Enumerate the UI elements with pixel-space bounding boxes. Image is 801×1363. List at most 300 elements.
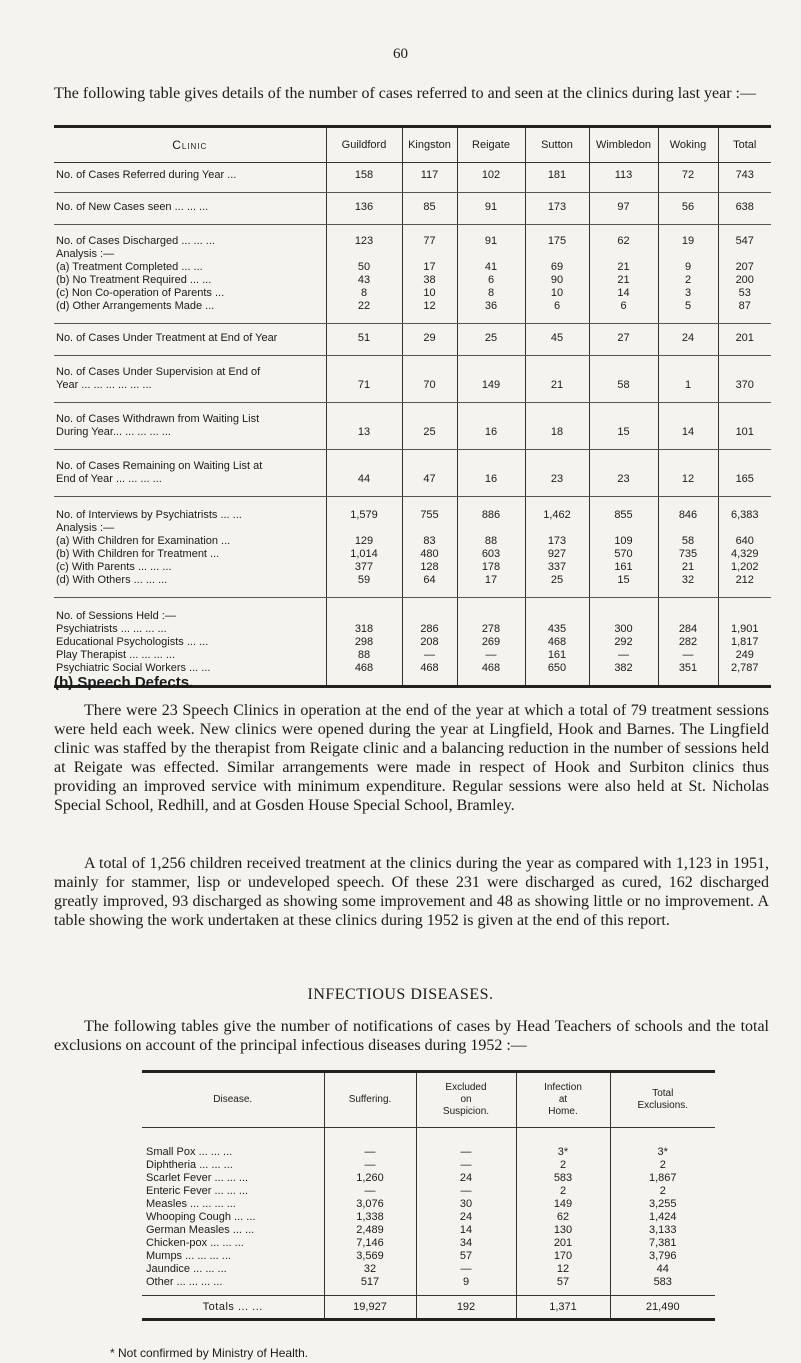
table-cell: 583 — [610, 1276, 715, 1289]
spacer-cell — [610, 1128, 715, 1147]
disease-label: Jaundice ... ... ... — [146, 1263, 227, 1275]
row-label: Analysis :— — [56, 522, 115, 534]
disease-label: Measles ... ... ... ... — [146, 1198, 236, 1210]
totals-cell: 1,371 — [516, 1296, 610, 1320]
table-cell — [589, 522, 658, 535]
column-header: Infection at Home. — [516, 1072, 610, 1128]
table-cell: 149 — [457, 356, 525, 403]
table-cell: 15 — [589, 574, 658, 598]
table-cell: 97 — [589, 193, 658, 225]
row-label: (d) Other Arrangements Made ... — [54, 300, 326, 324]
table-cell: 25 — [525, 574, 589, 598]
table-cell: 30 — [416, 1198, 516, 1211]
table-row — [54, 163, 771, 193]
table-cell: 19 — [658, 225, 718, 249]
table-cell: 6,383 — [718, 497, 771, 523]
table-cell: 102 — [457, 163, 525, 193]
table-cell: 278 — [457, 623, 525, 636]
table-cell: 117 — [402, 163, 457, 193]
table-cell: — — [416, 1159, 516, 1172]
table-row — [54, 497, 771, 523]
table-cell: 85 — [402, 193, 457, 225]
table-cell: 8 — [457, 287, 525, 300]
table-cell: 10 — [525, 287, 589, 300]
disease-label: Other ... ... ... ... — [146, 1276, 223, 1288]
table-cell: 170 — [516, 1250, 610, 1263]
table-cell: 87 — [718, 300, 771, 324]
table-cell: 3,076 — [324, 1198, 416, 1211]
table-cell: 7,381 — [610, 1237, 715, 1250]
table-cell: 24 — [416, 1211, 516, 1224]
table-cell: 480 — [402, 548, 457, 561]
table-cell: 53 — [718, 287, 771, 300]
totals-row — [142, 1296, 715, 1320]
table-cell: 1,462 — [525, 497, 589, 523]
table-cell: 113 — [589, 163, 658, 193]
disease-label: Small Pox ... ... ... — [146, 1146, 233, 1158]
table-row — [54, 324, 771, 356]
table-cell: 83 — [402, 535, 457, 548]
table-cell: 50 — [326, 261, 402, 274]
table-cell: 1,338 — [324, 1211, 416, 1224]
table-cell: 1,867 — [610, 1172, 715, 1185]
row-label: (d) With Others ... ... ... — [54, 574, 326, 598]
table-cell: 212 — [718, 574, 771, 598]
table-cell: 300 — [589, 623, 658, 636]
table-cell: 6 — [589, 300, 658, 324]
table-cell: 88 — [326, 649, 402, 662]
table-cell: 6 — [525, 300, 589, 324]
table-cell: 70 — [402, 356, 457, 403]
row-label: No. of Cases Referred during Year ... — [54, 163, 326, 193]
table-cell: 12 — [516, 1263, 610, 1276]
totals-cell: 21,490 — [610, 1296, 715, 1320]
table-cell: 370 — [718, 356, 771, 403]
column-header: Total — [718, 127, 771, 163]
spacer-cell — [416, 1128, 516, 1147]
table-cell: 21 — [525, 356, 589, 403]
table-row — [54, 193, 771, 225]
table-cell: 136 — [326, 193, 402, 225]
table-cell: 377 — [326, 561, 402, 574]
row-label: No. of Interviews by Psychiatrists ... ... — [56, 509, 242, 521]
table-cell: 13 — [326, 403, 402, 450]
table-cell: 130 — [516, 1224, 610, 1237]
row-label: (a) With Children for Examination ... — [56, 535, 231, 547]
table-row — [54, 225, 771, 249]
table-cell: 9 — [658, 261, 718, 274]
speech-paragraph-1: There were 23 Speech Clinics in operation at the end of the year at which a total of 79 treatment sessions were held each week. New clinics were opened during the year at Lingfield, Hook and Barnes. The Lingfield clinic was staffed by the therapist from Reigate clinic and a balancing reduction in the number of sessions held at Reigate was effected. Similar arrangements were made in respect of Hook and Surbiton clinics thus providing an improved service with minimum expenditure. Regular sessions were also held at St. Nicholas Special School, Redhill, and at Gosden House Special School, Bramley. — [54, 702, 769, 814]
table-cell: 90 — [525, 274, 589, 287]
table-cell: 208 — [402, 636, 457, 649]
table-cell: 1,260 — [324, 1172, 416, 1185]
table-cell — [658, 248, 718, 261]
disease-label: Diphtheria ... ... ... — [146, 1159, 233, 1171]
row-label: No. of Cases Under Supervision at End of Year ... ... ... ... ... ... — [54, 356, 326, 403]
row-label: (b) No Treatment Required ... ... — [56, 274, 212, 286]
table-cell: 7,146 — [324, 1237, 416, 1250]
table-cell — [402, 522, 457, 535]
table-cell: 1,014 — [326, 548, 402, 561]
table-cell: 21 — [589, 261, 658, 274]
column-header: Woking — [658, 127, 718, 163]
table-cell: 2 — [610, 1159, 715, 1172]
table-cell: 25 — [457, 324, 525, 356]
intro-text: The following table gives details of the number of cases referred to and seen at the clinics during last year :— — [54, 85, 756, 102]
table-row — [54, 574, 771, 598]
table-cell: 69 — [525, 261, 589, 274]
spacer-cell — [516, 1128, 610, 1147]
table-cell — [525, 522, 589, 535]
table-cell: 149 — [516, 1198, 610, 1211]
totals-cell: 192 — [416, 1296, 516, 1320]
table-cell: 91 — [457, 225, 525, 249]
table-row — [54, 274, 771, 287]
table-cell: 41 — [457, 261, 525, 274]
table-cell: 173 — [525, 193, 589, 225]
table-cell: 51 — [326, 324, 402, 356]
table-cell: 38 — [402, 274, 457, 287]
disease-label: Enteric Fever ... ... ... — [146, 1185, 249, 1197]
table-cell: 23 — [589, 450, 658, 497]
table-row — [54, 287, 771, 300]
disease-label: Scarlet Fever ... ... ... — [146, 1172, 249, 1184]
table-cell — [718, 248, 771, 261]
table-cell: 57 — [516, 1276, 610, 1289]
table-cell: 101 — [718, 403, 771, 450]
row-label: (c) Non Co-operation of Parents ... — [56, 287, 225, 299]
table-cell: 570 — [589, 548, 658, 561]
table-cell: 34 — [416, 1237, 516, 1250]
table-cell — [525, 248, 589, 261]
table-cell — [589, 598, 658, 624]
table-cell: 91 — [457, 193, 525, 225]
table-cell: 249 — [718, 649, 771, 662]
row-label: No. of Cases Discharged ... ... ... — [56, 235, 215, 247]
table-cell: 3,796 — [610, 1250, 715, 1263]
table-cell: 9 — [416, 1276, 516, 1289]
table-cell: 22 — [326, 300, 402, 324]
column-header: Total Exclusions. — [610, 1072, 715, 1128]
table-cell: 4,329 — [718, 548, 771, 561]
table-cell: 292 — [589, 636, 658, 649]
table-cell: 337 — [525, 561, 589, 574]
table-cell: 62 — [589, 225, 658, 249]
table-cell: 161 — [525, 649, 589, 662]
table-row — [54, 450, 771, 497]
table-row — [54, 561, 771, 574]
table-cell: 650 — [525, 662, 589, 687]
table-cell: 3 — [658, 287, 718, 300]
table-cell: 1,579 — [326, 497, 402, 523]
table-row — [54, 636, 771, 649]
table-row — [142, 1211, 715, 1224]
table-cell: 201 — [718, 324, 771, 356]
table-cell: 44 — [610, 1263, 715, 1276]
table-cell: 583 — [516, 1172, 610, 1185]
table-cell: 43 — [326, 274, 402, 287]
table-cell — [457, 522, 525, 535]
table-cell: 547 — [718, 225, 771, 249]
table-cell — [589, 248, 658, 261]
table-cell: 468 — [525, 636, 589, 649]
column-header: Kingston — [402, 127, 457, 163]
table-cell: 17 — [402, 261, 457, 274]
table-cell: — — [324, 1146, 416, 1159]
table-cell: 1,202 — [718, 561, 771, 574]
table-row — [54, 248, 771, 261]
table-cell — [402, 598, 457, 624]
table-cell: 846 — [658, 497, 718, 523]
table-cell: 3,133 — [610, 1224, 715, 1237]
table-row — [54, 535, 771, 548]
infectious-diseases-table — [142, 1070, 715, 1321]
totals-cell: 19,927 — [324, 1296, 416, 1320]
table-cell: 284 — [658, 623, 718, 636]
row-label: No. of New Cases seen ... ... ... — [54, 193, 326, 225]
table-cell: 14 — [658, 403, 718, 450]
table-cell: 8 — [326, 287, 402, 300]
column-header: Sutton — [525, 127, 589, 163]
table-cell — [457, 248, 525, 261]
disease-label: German Measles ... ... — [146, 1224, 255, 1236]
table-cell: 25 — [402, 403, 457, 450]
table-cell: 468 — [402, 662, 457, 687]
table-cell: 468 — [326, 662, 402, 687]
disease-label: Whooping Cough ... ... — [146, 1211, 256, 1223]
table-cell: 88 — [457, 535, 525, 548]
table-cell: 638 — [718, 193, 771, 225]
table-row — [54, 300, 771, 324]
table-cell: 178 — [457, 561, 525, 574]
table-cell: 2 — [610, 1185, 715, 1198]
table-cell: 1,901 — [718, 623, 771, 636]
column-header-clinic: Clinic — [54, 127, 326, 163]
table-cell: 15 — [589, 403, 658, 450]
table-cell: 56 — [658, 193, 718, 225]
table-cell: 21 — [589, 274, 658, 287]
table-cell: 64 — [402, 574, 457, 598]
table-cell: 32 — [324, 1263, 416, 1276]
column-header: Suffering. — [324, 1072, 416, 1128]
table-cell: 1,424 — [610, 1211, 715, 1224]
table-cell: 886 — [457, 497, 525, 523]
table-cell: — — [658, 649, 718, 662]
table-cell: 200 — [718, 274, 771, 287]
table-row — [142, 1172, 715, 1185]
table-cell — [658, 522, 718, 535]
table-cell: 2,489 — [324, 1224, 416, 1237]
row-label: Analysis :— — [56, 248, 115, 260]
infectious-intro: The following tables give the number of notifications of cases by Head Teachers of schools and the total exclusions on account of the principal infectious diseases during 1952 :— — [54, 1018, 769, 1054]
table-cell: 77 — [402, 225, 457, 249]
table-row — [54, 548, 771, 561]
table-row — [142, 1263, 715, 1276]
table-cell: 207 — [718, 261, 771, 274]
table-cell: 173 — [525, 535, 589, 548]
table-cell: 517 — [324, 1276, 416, 1289]
table-row — [54, 403, 771, 450]
table-cell: 855 — [589, 497, 658, 523]
table-cell: 5 — [658, 300, 718, 324]
table-cell: 17 — [457, 574, 525, 598]
table-cell: 57 — [416, 1250, 516, 1263]
column-header: Disease. — [142, 1072, 324, 1128]
table-cell: 161 — [589, 561, 658, 574]
column-header: Wimbledon — [589, 127, 658, 163]
table-cell: 10 — [402, 287, 457, 300]
table-row — [142, 1276, 715, 1289]
totals-label: Totals ... ... — [142, 1296, 324, 1320]
table-cell: — — [402, 649, 457, 662]
table-cell: 27 — [589, 324, 658, 356]
column-header: Excluded on Suspicion. — [416, 1072, 516, 1128]
table-cell: 603 — [457, 548, 525, 561]
row-label: (b) With Children for Treatment ... — [56, 548, 220, 560]
row-label: Psychiatric Social Workers ... ... — [54, 662, 326, 687]
row-label: Educational Psychologists ... ... — [56, 636, 209, 648]
table-cell: 58 — [589, 356, 658, 403]
table-cell: 16 — [457, 403, 525, 450]
table-cell: 72 — [658, 163, 718, 193]
table-row — [142, 1198, 715, 1211]
table-cell: 2 — [516, 1159, 610, 1172]
table-cell — [658, 598, 718, 624]
row-label: No. of Cases Remaining on Waiting List at End of Year ... ... ... ... — [54, 450, 326, 497]
table-cell: 1 — [658, 356, 718, 403]
table-cell: 640 — [718, 535, 771, 548]
table-cell: 282 — [658, 636, 718, 649]
table-cell: 14 — [416, 1224, 516, 1237]
infectious-diseases-title: INFECTIOUS DISEASES. — [307, 986, 494, 1003]
table-cell: 2 — [658, 274, 718, 287]
table-cell: 129 — [326, 535, 402, 548]
table-cell: 382 — [589, 662, 658, 687]
table-cell: 29 — [402, 324, 457, 356]
page-number: 60 — [393, 46, 408, 62]
row-label: (a) Treatment Completed ... ... — [56, 261, 203, 273]
table-row — [142, 1159, 715, 1172]
table-cell: 3* — [610, 1146, 715, 1159]
table-cell: 59 — [326, 574, 402, 598]
table-row — [54, 623, 771, 636]
table-cell: 45 — [525, 324, 589, 356]
spacer-row — [142, 1128, 715, 1147]
table-cell: — — [416, 1146, 516, 1159]
table-cell — [326, 598, 402, 624]
column-header: Guildford — [326, 127, 402, 163]
table-row — [142, 1237, 715, 1250]
table-cell — [525, 598, 589, 624]
table-cell: — — [416, 1185, 516, 1198]
table-cell: 201 — [516, 1237, 610, 1250]
table-cell: 16 — [457, 450, 525, 497]
table-cell: — — [324, 1159, 416, 1172]
table-cell: 18 — [525, 403, 589, 450]
table-cell: 2 — [516, 1185, 610, 1198]
table-cell: 3,255 — [610, 1198, 715, 1211]
table-cell: 109 — [589, 535, 658, 548]
table-cell: 1,817 — [718, 636, 771, 649]
table-cell: 351 — [658, 662, 718, 687]
table-row — [142, 1146, 715, 1159]
speech-paragraph-2: A total of 1,256 children received treatment at the clinics during the year as compared with 1,123 in 1951, mainly for stammer, lisp or undeveloped speech. Of these 231 were discharged as cured, 162 discharged greatly improved, 93 discharged as showing some improvement and 48 as showing little or no improvement. A table showing the work undertaken at these clinics during 1952 is given at the end of this report. — [54, 855, 769, 929]
spacer-cell — [324, 1128, 416, 1147]
table-cell: 62 — [516, 1211, 610, 1224]
table-cell: 165 — [718, 450, 771, 497]
table-cell: 128 — [402, 561, 457, 574]
table-cell: 3,569 — [324, 1250, 416, 1263]
table-cell: 14 — [589, 287, 658, 300]
row-label: No. of Cases Under Treatment at End of Year — [54, 324, 326, 356]
table-cell: 755 — [402, 497, 457, 523]
table-cell: 12 — [402, 300, 457, 324]
table-cell — [402, 248, 457, 261]
disease-label: Mumps ... ... ... ... — [146, 1250, 231, 1262]
table-cell — [326, 248, 402, 261]
table-cell: 36 — [457, 300, 525, 324]
table-cell: 743 — [718, 163, 771, 193]
table-cell: 32 — [658, 574, 718, 598]
table-row — [54, 356, 771, 403]
table-cell: 71 — [326, 356, 402, 403]
table-row — [54, 261, 771, 274]
spacer-cell — [142, 1128, 324, 1147]
table-row — [142, 1250, 715, 1263]
table-cell: 123 — [326, 225, 402, 249]
table-cell: 44 — [326, 450, 402, 497]
row-label: Play Therapist ... ... ... ... — [56, 649, 176, 661]
table-cell: — — [589, 649, 658, 662]
table-cell: 927 — [525, 548, 589, 561]
table-cell: — — [324, 1185, 416, 1198]
table-row — [54, 598, 771, 624]
table-cell: 47 — [402, 450, 457, 497]
row-label: No. of Cases Withdrawn from Waiting List During Year... ... ... ... ... — [54, 403, 326, 450]
table-cell: 24 — [416, 1172, 516, 1185]
table-cell: 6 — [457, 274, 525, 287]
column-header: Reigate — [457, 127, 525, 163]
row-label: Psychiatrists ... ... ... ... — [56, 623, 167, 635]
table-row — [54, 649, 771, 662]
table-cell — [457, 598, 525, 624]
table-cell: 21 — [658, 561, 718, 574]
disease-label: Chicken-pox ... ... ... — [146, 1237, 244, 1249]
table-cell: 298 — [326, 636, 402, 649]
table-cell: 12 — [658, 450, 718, 497]
table-cell: 181 — [525, 163, 589, 193]
table-cell: 468 — [457, 662, 525, 687]
table-cell — [718, 598, 771, 624]
row-label: (c) With Parents ... ... ... — [56, 561, 172, 573]
table-cell: 175 — [525, 225, 589, 249]
row-label: No. of Sessions Held :— — [56, 610, 176, 622]
table-cell: 318 — [326, 623, 402, 636]
table-cell: — — [457, 649, 525, 662]
clinic-cases-table — [54, 125, 771, 688]
table-cell — [326, 522, 402, 535]
table-cell: 269 — [457, 636, 525, 649]
table-cell — [718, 522, 771, 535]
table-cell: — — [416, 1263, 516, 1276]
table-cell: 435 — [525, 623, 589, 636]
table-row — [142, 1224, 715, 1237]
table-row — [54, 522, 771, 535]
table-cell: 24 — [658, 324, 718, 356]
table-cell: 3* — [516, 1146, 610, 1159]
table-cell: 286 — [402, 623, 457, 636]
table-cell: 158 — [326, 163, 402, 193]
